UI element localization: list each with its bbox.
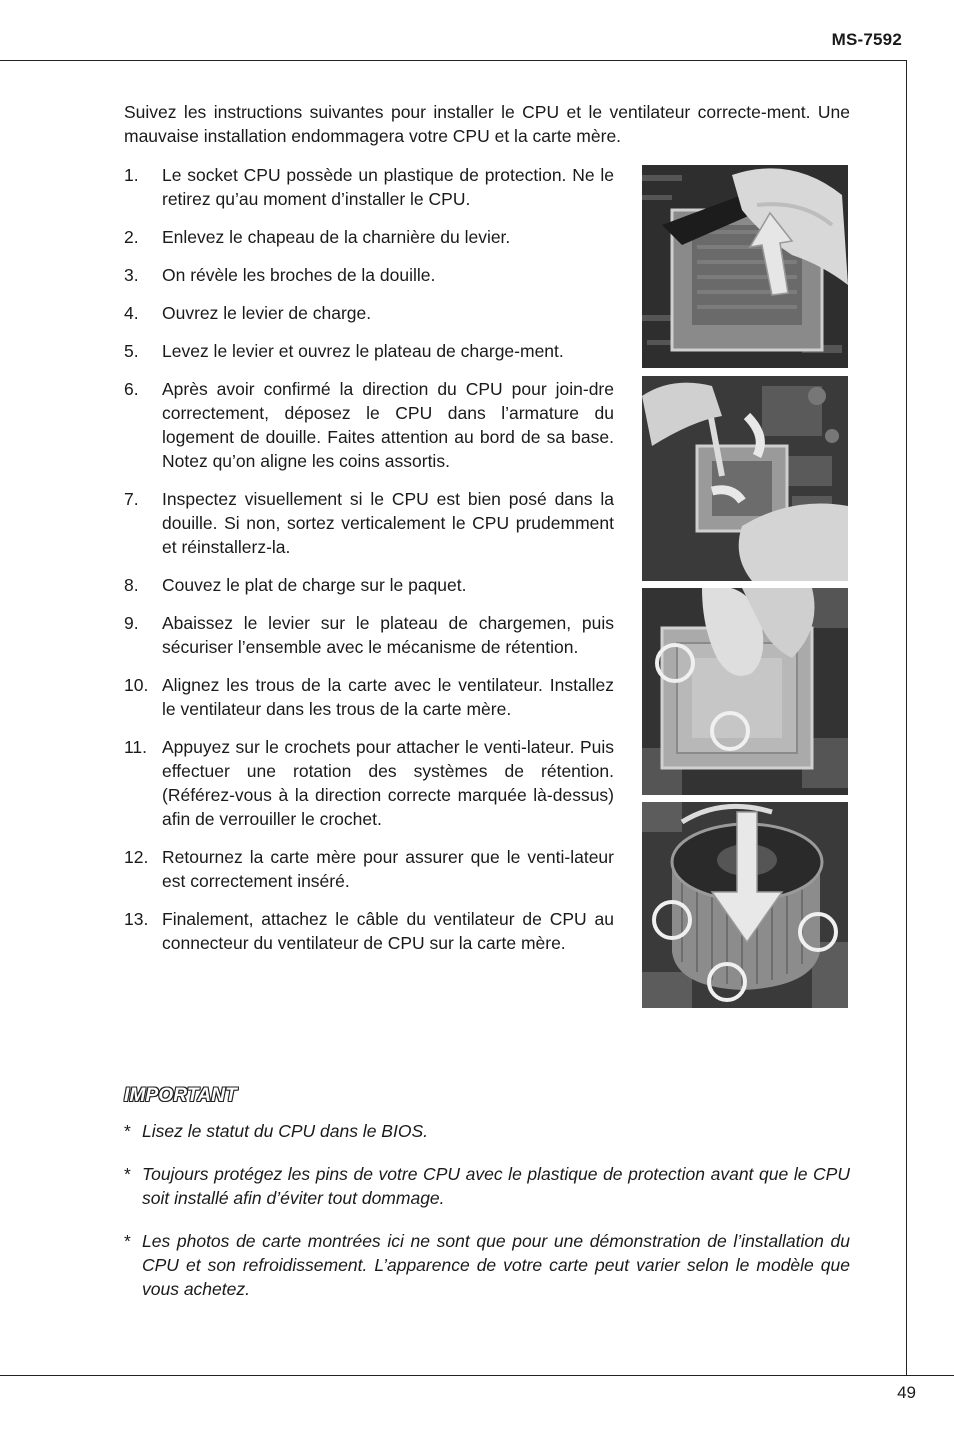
step-text: Ouvrez le levier de charge.: [162, 303, 372, 323]
step-text: Levez le levier et ouvrez le plateau de charge-ment.: [162, 341, 564, 361]
note-bullet: *: [124, 1121, 131, 1141]
step-number: 2.: [124, 227, 139, 247]
list-item: [124, 1119, 850, 1143]
step-number: 7.: [124, 489, 139, 509]
page-number: 49: [897, 1383, 916, 1402]
step-number: 6.: [124, 379, 139, 399]
intro-paragraph: Suivez les instructions suivantes pour installer le CPU et le ventilateur correcte-ment. Une mauvaise installation endommagera votre CPU et la carte mère.: [124, 102, 850, 146]
step-text: Après avoir confirmé la direction du CPU pour join-dre correctement, déposez le CPU dans l’armature du logement de douille. Faites attention au bord de sa base. Notez qu’on aligne les coins assortis.: [162, 379, 614, 471]
list-item: [124, 377, 614, 473]
list-item: [124, 735, 614, 831]
note-text: Lisez le statut du CPU dans le BIOS.: [142, 1121, 428, 1141]
list-item: [124, 573, 614, 597]
step-text: Enlevez le chapeau de la charnière du levier.: [162, 227, 511, 247]
list-item: [124, 487, 614, 559]
list-item: [124, 673, 614, 721]
step-text: Le socket CPU possède un plastique de protection. Ne le retirez qu’au moment d’installer le CPU.: [162, 165, 614, 209]
bottom-rule: [0, 1375, 954, 1376]
step-number: 11.: [124, 737, 148, 757]
step-text: Appuyez sur le crochets pour attacher le venti-lateur. Puis effectuer une rotation des systèmes de rétention. (Référez-vous à la direction correcte marquée là-dessus) afin de verrouiller le crochet.: [162, 737, 614, 829]
list-item: [124, 225, 614, 249]
step-number: 13.: [124, 909, 149, 929]
step-number: 4.: [124, 303, 139, 323]
list-item: [124, 301, 614, 325]
step-text: Abaissez le levier sur le plateau de chargemen, puis sécuriser l’ensemble avec le mécanisme de rétention.: [162, 613, 614, 657]
step-number: 1.: [124, 165, 139, 185]
top-rule: [0, 60, 907, 61]
note-bullet: *: [124, 1231, 131, 1251]
installation-steps: [124, 163, 614, 969]
step-number: 8.: [124, 575, 139, 595]
note-text: Les photos de carte montrées ici ne sont que pour une démonstration de l’installation du CPU et son refroidissement. L’apparence de votre carte peut varier selon le modèle que vous achetez.: [142, 1231, 850, 1299]
step-number: 9.: [124, 613, 139, 633]
step-text: Couvez le plat de charge sur le paquet.: [162, 575, 467, 595]
list-item: [124, 845, 614, 893]
list-item: [124, 263, 614, 287]
step-number: 10.: [124, 675, 149, 695]
right-rule: [906, 60, 907, 1375]
step-number: 3.: [124, 265, 139, 285]
list-item: [124, 611, 614, 659]
step-text: Inspectez visuellement si le CPU est bien posé dans la douille. Si non, sortez verticalement le CPU prudemment et réinstallerz-la.: [162, 489, 614, 557]
step-number: 12.: [124, 847, 149, 867]
place-cpu-photo: [642, 588, 848, 795]
important-notes: [124, 1119, 850, 1320]
list-item: [124, 163, 614, 211]
step-number: 5.: [124, 341, 139, 361]
step-text: Retournez la carte mère pour assurer que le venti-lateur est correctement inséré.: [162, 847, 614, 891]
list-item: [124, 1162, 850, 1210]
model-label: MS-7592: [831, 30, 902, 49]
remove-cover-photo: [642, 165, 848, 368]
list-item: [124, 1229, 850, 1301]
list-item: [124, 339, 614, 363]
list-item: [124, 907, 614, 955]
important-heading: IMPORTANT: [124, 1085, 237, 1106]
install-fan-photo: [642, 802, 848, 1008]
step-text: Finalement, attachez le câble du ventilateur de CPU au connecteur du ventilateur de CPU sur la carte mère.: [162, 909, 614, 953]
step-text: Alignez les trous de la carte avec le ventilateur. Installez le ventilateur dans les trous de la carte mère.: [162, 675, 614, 719]
open-lever-photo: [642, 376, 848, 581]
note-bullet: *: [124, 1164, 131, 1184]
step-text: On révèle les broches de la douille.: [162, 265, 436, 285]
note-text: Toujours protégez les pins de votre CPU avec le plastique de protection avant que le CPU soit installé afin d’éviter tout dommage.: [142, 1164, 850, 1208]
